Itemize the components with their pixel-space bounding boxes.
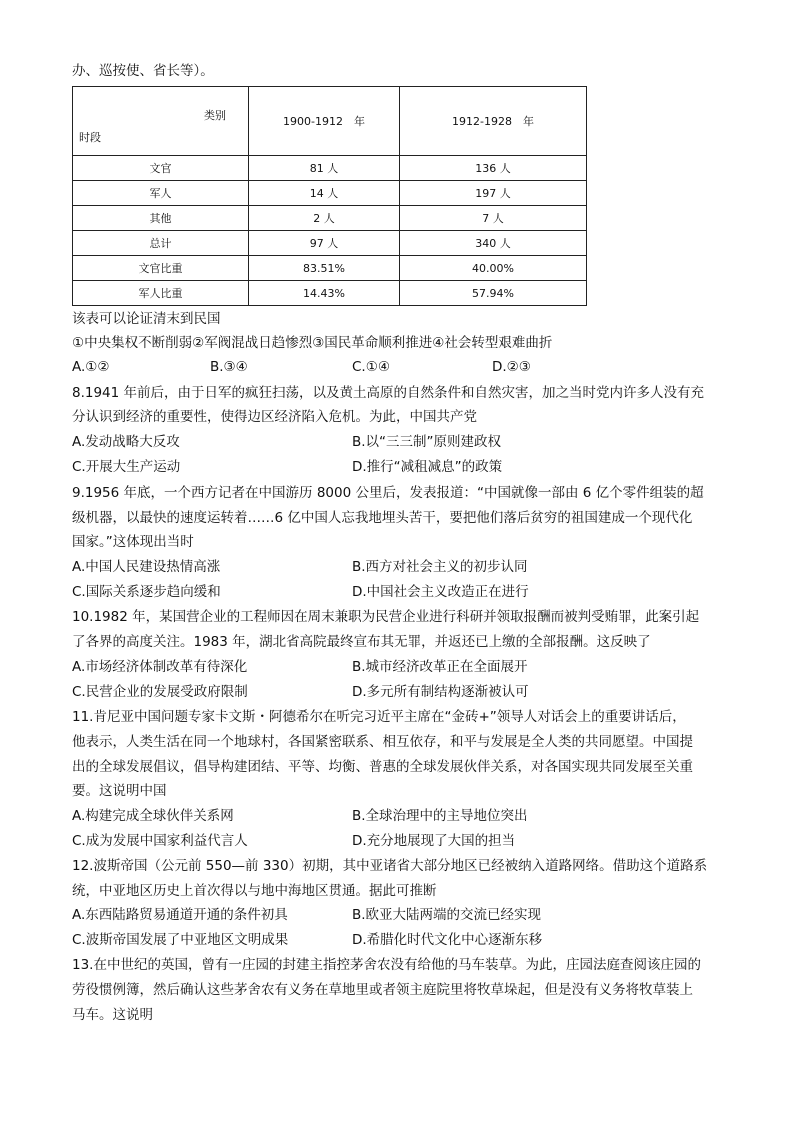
q8-option-b: B.以“三三制”原则建政权 xyxy=(352,434,502,450)
q12-option-b: B.欧亚大陆两端的交流已经实现 xyxy=(352,907,542,923)
q8-option-c: C.开展大生产运动 xyxy=(72,459,181,475)
q9-line-3: 国家。”这体现出当时 xyxy=(72,534,194,550)
q7-option-d: D.②③ xyxy=(492,359,531,375)
q13-line-3: 马车。这说明 xyxy=(72,1007,153,1023)
row-value: 57.94% xyxy=(400,281,587,306)
q10-option-c: C.民营企业的发展受政府限制 xyxy=(72,684,248,700)
q7-option-a: A.①② xyxy=(72,359,110,375)
q13-line-1: 13.在中世纪的英国，曾有一庄园的封建主指控茅舍农没有给他的马车装草。为此，庄园法庭查阅该庄园的 xyxy=(72,957,701,973)
q10-option-a: A.市场经济体制改革有待深化 xyxy=(72,659,248,675)
q9-option-c: C.国际关系逐步趋向缓和 xyxy=(72,584,221,600)
q7-option-b: B.③④ xyxy=(210,359,248,375)
row-value: 136 人 xyxy=(400,156,587,181)
row-value: 7 人 xyxy=(400,206,587,231)
q8-line-2: 分认识到经济的重要性，使得边区经济陷入危机。为此，中国共产党 xyxy=(72,409,477,425)
q12-line-1: 12.波斯帝国（公元前 550—前 330）初期，其中亚诸省大部分地区已经被纳入道路网络。借助这个道路系 xyxy=(72,858,708,874)
row-value: 340 人 xyxy=(400,231,587,256)
row-value: 14.43% xyxy=(249,281,400,306)
q8-line-1: 8.1941 年前后，由于日军的疯狂扫荡，以及黄土高原的自然条件和自然灾害，加之当时党内许多人没有充 xyxy=(72,385,705,401)
q11-line-2: 他表示，人类生活在同一个地球村，各国紧密联系、相互依存，和平与发展是全人类的共同愿望。中国提 xyxy=(72,734,693,750)
officials-table xyxy=(72,86,587,306)
q10-option-b: B.城市经济改革正在全面展开 xyxy=(352,659,528,675)
q12-line-2: 统，中亚地区历史上首次得以与地中海地区贯通。据此可推断 xyxy=(72,883,437,899)
q9-option-a: A.中国人民建设热情高涨 xyxy=(72,559,221,575)
table-row xyxy=(73,231,587,256)
table-corner-header xyxy=(73,87,249,156)
row-value: 40.00% xyxy=(400,256,587,281)
table-row xyxy=(73,206,587,231)
row-label: 其他 xyxy=(73,206,249,231)
row-value: 14 人 xyxy=(249,181,400,206)
q11-option-c: C.成为发展中国家利益代言人 xyxy=(72,833,248,849)
q10-option-d: D.多元所有制结构逐渐被认可 xyxy=(352,684,529,700)
row-label: 军人 xyxy=(73,181,249,206)
q11-line-3: 出的全球发展倡议，倡导构建团结、平等、均衡、普惠的全球发展伙伴关系，对各国实现共同发展至关重 xyxy=(72,759,693,775)
q9-line-1: 9.1956 年底，一个西方记者在中国游历 8000 公里后，发表报道：“中国就像一部由 6 亿个零件组装的超 xyxy=(72,485,704,501)
q10-line-1: 10.1982 年，某国营企业的工程师因在周末兼职为民营企业进行科研并领取报酬而被判受贿罪，此案引起 xyxy=(72,609,700,625)
row-value: 197 人 xyxy=(400,181,587,206)
q7-option-c: C.①④ xyxy=(352,359,390,375)
q9-line-2: 级机器，以最快的速度运转着……6 亿中国人忘我地埋头苦干，要把他们落后贫穷的祖国建成一个现代化 xyxy=(72,510,693,526)
q13-line-2: 劳役惯例簿，然后确认这些茅舍农有义务在草地里或者领主庭院里将牧草垛起，但是没有义务将牧草装上 xyxy=(72,982,693,998)
q10-line-2: 了各界的高度关注。1983 年，湖北省高院最终宣布其无罪，并返还已上缴的全部报酬。这反映了 xyxy=(72,634,651,650)
table-row xyxy=(73,256,587,281)
row-value: 97 人 xyxy=(249,231,400,256)
q11-line-4: 要。这说明中国 xyxy=(72,783,167,799)
header-category: 类别 xyxy=(204,109,226,122)
q9-option-b: B.西方对社会主义的初步认同 xyxy=(352,559,528,575)
table-row xyxy=(73,181,587,206)
table-row xyxy=(73,281,587,306)
header-period: 时段 xyxy=(79,131,101,144)
q8-option-a: A.发动战略大反攻 xyxy=(72,434,180,450)
q12-option-d: D.希腊化时代文化中心逐渐东移 xyxy=(352,932,543,948)
q12-option-c: C.波斯帝国发展了中亚地区文明成果 xyxy=(72,932,289,948)
q8-option-d: D.推行“减租减息”的政策 xyxy=(352,459,503,475)
row-label: 文官比重 xyxy=(73,256,249,281)
q11-option-b: B.全球治理中的主导地位突出 xyxy=(352,808,528,824)
q11-option-a: A.构建完成全球伙伴关系网 xyxy=(72,808,234,824)
header-col1: 1900-1912 年 xyxy=(249,87,400,156)
row-value: 83.51% xyxy=(249,256,400,281)
row-label: 文官 xyxy=(73,156,249,181)
header-col2: 1912-1928 年 xyxy=(400,87,587,156)
q12-option-a: A.东西陆路贸易通道开通的条件初具 xyxy=(72,907,288,923)
row-value: 81 人 xyxy=(249,156,400,181)
q11-line-1: 11.肯尼亚中国问题专家卡文斯・阿德希尔在听完习近平主席在“金砖+”领导人对话会上的重要讲话后， xyxy=(72,709,686,725)
row-label: 总计 xyxy=(73,231,249,256)
q9-option-d: D.中国社会主义改造正在进行 xyxy=(352,584,529,600)
q7-stem: 该表可以论证清末到民国 xyxy=(72,311,221,327)
q7-items: ①中央集权不断削弱②军阀混战日趋惨烈③国民革命顺利推进④社会转型艰难曲折 xyxy=(72,335,553,351)
row-label: 军人比重 xyxy=(73,281,249,306)
row-value: 2 人 xyxy=(249,206,400,231)
table-row xyxy=(73,156,587,181)
q11-option-d: D.充分地展现了大国的担当 xyxy=(352,833,516,849)
intro-line: 办、巡按使、省长等）。 xyxy=(72,63,214,79)
